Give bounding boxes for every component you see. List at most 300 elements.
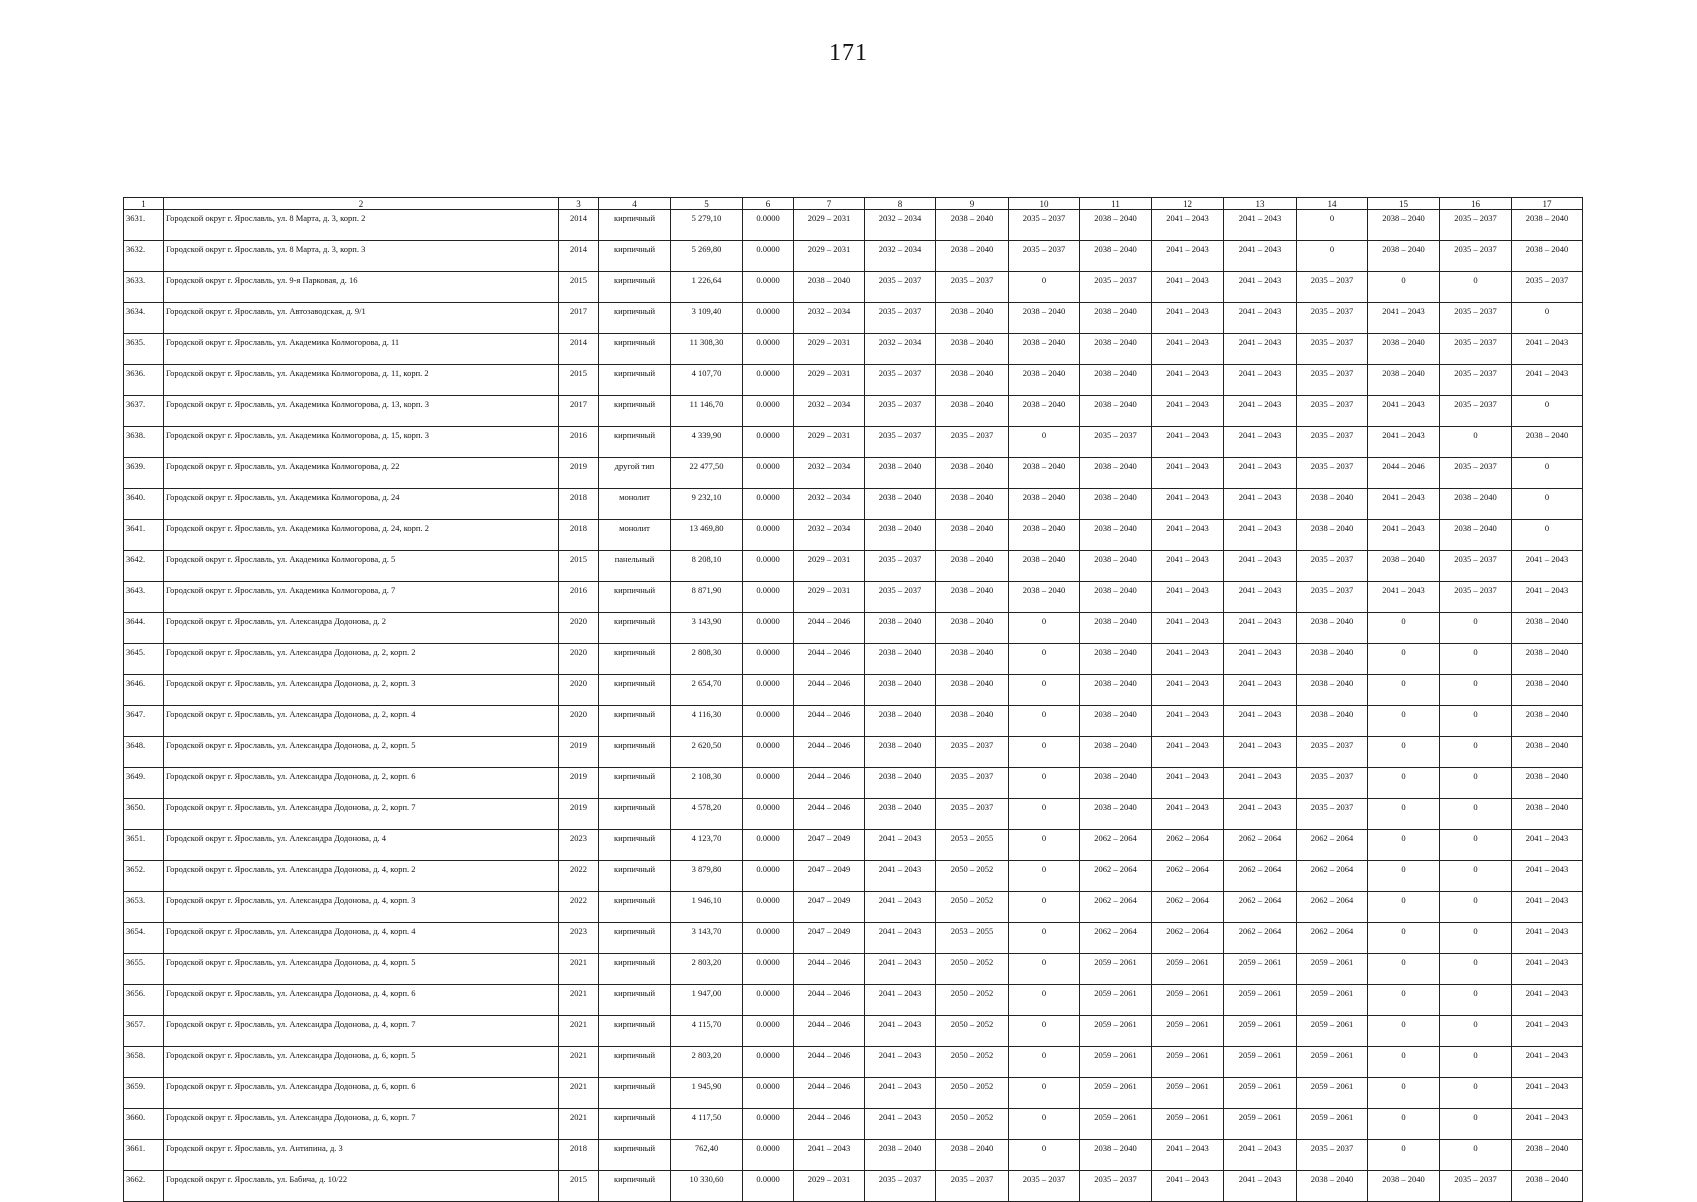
table-cell: кирпичный xyxy=(599,613,671,644)
column-header-11: 11 xyxy=(1080,198,1152,210)
table-cell: 2021 xyxy=(559,1078,599,1109)
table-cell: 2041 – 2043 xyxy=(1152,427,1224,458)
table-cell: 2059 – 2061 xyxy=(1297,954,1368,985)
table-cell: 3 109,40 xyxy=(671,303,743,334)
table-cell: 2032 – 2034 xyxy=(794,458,865,489)
table-cell: 2047 – 2049 xyxy=(794,923,865,954)
table-cell: 0 xyxy=(1009,613,1080,644)
table-cell: 0 xyxy=(1368,799,1440,830)
table-cell: 2041 – 2043 xyxy=(1152,520,1224,551)
table-cell: 2022 xyxy=(559,861,599,892)
table-cell: кирпичный xyxy=(599,427,671,458)
table-cell: 2038 – 2040 xyxy=(1080,582,1152,613)
table-cell: 2044 – 2046 xyxy=(794,954,865,985)
table-cell: 2038 – 2040 xyxy=(1009,396,1080,427)
table-cell: 2038 – 2040 xyxy=(1080,210,1152,241)
table-cell: 4 339,90 xyxy=(671,427,743,458)
table-cell: 0.0000 xyxy=(743,892,794,923)
table-cell: 2035 – 2037 xyxy=(1009,1171,1080,1202)
table-cell: 2041 – 2043 xyxy=(1224,272,1297,303)
table-cell: 0 xyxy=(1009,427,1080,458)
table-cell: 2062 – 2064 xyxy=(1297,923,1368,954)
table-cell: 2016 xyxy=(559,427,599,458)
row-number: 3643. xyxy=(124,582,164,613)
address-cell: Городской округ г. Ярославль, ул. Александра Додонова, д. 2, корп. 5 xyxy=(164,737,559,768)
address-cell: Городской округ г. Ярославль, ул. 9-я Парковая, д. 16 xyxy=(164,272,559,303)
row-number: 3651. xyxy=(124,830,164,861)
table-cell: 2038 – 2040 xyxy=(1368,241,1440,272)
address-cell: Городской округ г. Ярославль, ул. Александра Додонова, д. 4, корп. 7 xyxy=(164,1016,559,1047)
table-cell: 2035 – 2037 xyxy=(865,396,936,427)
table-cell: 2041 – 2043 xyxy=(1152,799,1224,830)
table-cell: 2044 – 2046 xyxy=(794,1078,865,1109)
table-cell: 2044 – 2046 xyxy=(794,706,865,737)
table-cell: 2038 – 2040 xyxy=(1080,1140,1152,1171)
table-cell: 2059 – 2061 xyxy=(1297,1109,1368,1140)
table-cell: 0 xyxy=(1440,427,1512,458)
table-cell: 2032 – 2034 xyxy=(794,520,865,551)
table-cell: 2021 xyxy=(559,1047,599,1078)
table-cell: 2059 – 2061 xyxy=(1224,985,1297,1016)
table-cell: 2038 – 2040 xyxy=(936,1140,1009,1171)
table-cell: 2059 – 2061 xyxy=(1152,1109,1224,1140)
table-cell: 2015 xyxy=(559,272,599,303)
table-cell: 0 xyxy=(1297,210,1368,241)
table-cell: 2035 – 2037 xyxy=(1297,427,1368,458)
row-number: 3636. xyxy=(124,365,164,396)
table-cell: 2041 – 2043 xyxy=(1224,582,1297,613)
table-cell: 2038 – 2040 xyxy=(1368,334,1440,365)
table-cell: монолит xyxy=(599,520,671,551)
page-number: 171 xyxy=(829,40,868,66)
table-cell: 2 654,70 xyxy=(671,675,743,706)
table-cell: 2035 – 2037 xyxy=(1080,272,1152,303)
table-cell: 2059 – 2061 xyxy=(1297,1078,1368,1109)
table-cell: 2038 – 2040 xyxy=(936,489,1009,520)
table-cell: 2017 xyxy=(559,303,599,334)
table-cell: 0.0000 xyxy=(743,954,794,985)
table-cell: 2041 – 2043 xyxy=(1512,365,1583,396)
address-cell: Городской округ г. Ярославль, ул. Академика Колмогорова, д. 22 xyxy=(164,458,559,489)
table-cell: 0 xyxy=(1009,985,1080,1016)
table-cell: 2038 – 2040 xyxy=(1512,799,1583,830)
table-cell: 2035 – 2037 xyxy=(1009,241,1080,272)
table-cell: 2044 – 2046 xyxy=(794,613,865,644)
table-cell: 0 xyxy=(1368,1140,1440,1171)
row-number: 3640. xyxy=(124,489,164,520)
table-row xyxy=(124,613,1583,644)
table-cell: 2038 – 2040 xyxy=(936,582,1009,613)
table-cell: 2059 – 2061 xyxy=(1080,1109,1152,1140)
table-cell: 2020 xyxy=(559,613,599,644)
column-header-9: 9 xyxy=(936,198,1009,210)
table-cell: 2035 – 2037 xyxy=(936,768,1009,799)
table-cell: 5 279,10 xyxy=(671,210,743,241)
table-cell: 0 xyxy=(1440,1016,1512,1047)
address-cell: Городской округ г. Ярославль, ул. Автозаводская, д. 9/1 xyxy=(164,303,559,334)
table-cell: 2041 – 2043 xyxy=(1152,241,1224,272)
table-cell: 0 xyxy=(1368,768,1440,799)
table-cell: кирпичный xyxy=(599,272,671,303)
table-cell: 0 xyxy=(1009,644,1080,675)
table-cell: 1 226,64 xyxy=(671,272,743,303)
table-cell: 2 620,50 xyxy=(671,737,743,768)
address-cell: Городской округ г. Ярославль, ул. Александра Додонова, д. 2, корп. 6 xyxy=(164,768,559,799)
table-cell: 2041 – 2043 xyxy=(1224,706,1297,737)
address-cell: Городской округ г. Ярославль, ул. Академика Колмогорова, д. 5 xyxy=(164,551,559,582)
table-cell: 2020 xyxy=(559,706,599,737)
table-cell: 2041 – 2043 xyxy=(1368,489,1440,520)
table-cell: 2041 – 2043 xyxy=(1512,861,1583,892)
table-cell: 2038 – 2040 xyxy=(1512,768,1583,799)
table-cell: 2041 – 2043 xyxy=(1512,1047,1583,1078)
address-cell: Городской округ г. Ярославль, ул. Академика Колмогорова, д. 24 xyxy=(164,489,559,520)
table-row xyxy=(124,861,1583,892)
table-cell: 2041 – 2043 xyxy=(1152,365,1224,396)
table-cell: 0 xyxy=(1440,1140,1512,1171)
table-cell: 2038 – 2040 xyxy=(1080,613,1152,644)
table-cell: 2038 – 2040 xyxy=(936,644,1009,675)
table-cell: 2062 – 2064 xyxy=(1080,861,1152,892)
table-cell: 2041 – 2043 xyxy=(1224,1140,1297,1171)
table-cell: 2035 – 2037 xyxy=(865,582,936,613)
table-cell: 2041 – 2043 xyxy=(865,954,936,985)
table-row xyxy=(124,1047,1583,1078)
table-cell: 2041 – 2043 xyxy=(1368,427,1440,458)
table-cell: 2038 – 2040 xyxy=(1080,303,1152,334)
address-cell: Городской округ г. Ярославль, ул. Александра Додонова, д. 2 xyxy=(164,613,559,644)
table-cell: 0.0000 xyxy=(743,799,794,830)
row-number: 3655. xyxy=(124,954,164,985)
table-cell: 2041 – 2043 xyxy=(1152,334,1224,365)
table-cell: 2041 – 2043 xyxy=(1152,644,1224,675)
address-cell: Городской округ г. Ярославль, ул. Александра Додонова, д. 2, корп. 2 xyxy=(164,644,559,675)
row-number: 3658. xyxy=(124,1047,164,1078)
table-cell: 2059 – 2061 xyxy=(1297,1016,1368,1047)
table-cell: 0 xyxy=(1440,799,1512,830)
table-cell: 0.0000 xyxy=(743,830,794,861)
table-header xyxy=(124,198,1583,210)
table-cell: 0.0000 xyxy=(743,1140,794,1171)
address-cell: Городской округ г. Ярославль, ул. Александра Додонова, д. 4, корп. 3 xyxy=(164,892,559,923)
table-cell: 0 xyxy=(1009,1047,1080,1078)
table-cell: 2047 – 2049 xyxy=(794,861,865,892)
row-number: 3633. xyxy=(124,272,164,303)
table-cell: 2041 – 2043 xyxy=(1152,613,1224,644)
table-cell: 2035 – 2037 xyxy=(1297,799,1368,830)
table-row xyxy=(124,582,1583,613)
table-cell: кирпичный xyxy=(599,799,671,830)
table-row xyxy=(124,675,1583,706)
table-cell: 2038 – 2040 xyxy=(865,768,936,799)
table-cell: 0 xyxy=(1009,830,1080,861)
table-cell: 2038 – 2040 xyxy=(1297,489,1368,520)
table-cell: кирпичный xyxy=(599,365,671,396)
table-cell: 2038 – 2040 xyxy=(1512,241,1583,272)
table-cell: кирпичный xyxy=(599,1078,671,1109)
table-cell: 2 803,20 xyxy=(671,1047,743,1078)
table-cell: кирпичный xyxy=(599,675,671,706)
table-cell: 3 143,70 xyxy=(671,923,743,954)
row-number: 3632. xyxy=(124,241,164,272)
table-row xyxy=(124,427,1583,458)
table-cell: 0.0000 xyxy=(743,334,794,365)
table-cell: 0 xyxy=(1440,768,1512,799)
table-cell: 2038 – 2040 xyxy=(1080,241,1152,272)
row-number: 3642. xyxy=(124,551,164,582)
table-cell: кирпичный xyxy=(599,830,671,861)
table-cell: 2038 – 2040 xyxy=(1009,520,1080,551)
table-cell: 2038 – 2040 xyxy=(1297,675,1368,706)
table-cell: 13 469,80 xyxy=(671,520,743,551)
table-cell: кирпичный xyxy=(599,1140,671,1171)
table-cell: 2032 – 2034 xyxy=(865,210,936,241)
table-cell: 2059 – 2061 xyxy=(1297,1047,1368,1078)
table-cell: 2035 – 2037 xyxy=(1440,303,1512,334)
table-cell: 2041 – 2043 xyxy=(1224,458,1297,489)
table-cell: 2041 – 2043 xyxy=(1152,489,1224,520)
table-cell: 2041 – 2043 xyxy=(1512,1016,1583,1047)
table-row xyxy=(124,489,1583,520)
table-row xyxy=(124,396,1583,427)
table-cell: 2035 – 2037 xyxy=(865,551,936,582)
table-cell: 2019 xyxy=(559,737,599,768)
table-cell: 2035 – 2037 xyxy=(1440,582,1512,613)
table-cell: 0.0000 xyxy=(743,768,794,799)
table-cell: 0 xyxy=(1009,1078,1080,1109)
row-number: 3646. xyxy=(124,675,164,706)
table-cell: 2038 – 2040 xyxy=(1512,706,1583,737)
table-cell: 2038 – 2040 xyxy=(865,706,936,737)
table-cell: кирпичный xyxy=(599,1171,671,1202)
table-cell: 2032 – 2034 xyxy=(794,489,865,520)
row-number: 3652. xyxy=(124,861,164,892)
table-cell: 2062 – 2064 xyxy=(1297,861,1368,892)
address-cell: Городской округ г. Ярославль, ул. Академика Колмогорова, д. 13, корп. 3 xyxy=(164,396,559,427)
table-cell: 2041 – 2043 xyxy=(1224,210,1297,241)
address-cell: Городской округ г. Ярославль, ул. Академика Колмогорова, д. 11 xyxy=(164,334,559,365)
table-cell: 0 xyxy=(1440,1109,1512,1140)
row-number: 3653. xyxy=(124,892,164,923)
table-cell: кирпичный xyxy=(599,737,671,768)
table-cell: 0 xyxy=(1009,272,1080,303)
table-cell: 2014 xyxy=(559,210,599,241)
table-cell: 2021 xyxy=(559,1016,599,1047)
address-cell: Городской округ г. Ярославль, ул. 8 Марта, д. 3, корп. 2 xyxy=(164,210,559,241)
table-cell: 2029 – 2031 xyxy=(794,551,865,582)
table-cell: 2041 – 2043 xyxy=(865,861,936,892)
table-cell: 2050 – 2052 xyxy=(936,861,1009,892)
table-cell: кирпичный xyxy=(599,954,671,985)
table-cell: 2038 – 2040 xyxy=(936,365,1009,396)
table-cell: кирпичный xyxy=(599,706,671,737)
table-cell: 2038 – 2040 xyxy=(936,613,1009,644)
table-cell: 0 xyxy=(1440,1078,1512,1109)
table-cell: 2035 – 2037 xyxy=(936,427,1009,458)
table-cell: 2041 – 2043 xyxy=(1512,1109,1583,1140)
table-cell: 2038 – 2040 xyxy=(936,551,1009,582)
table-cell: 0 xyxy=(1512,489,1583,520)
table-cell: 2038 – 2040 xyxy=(1297,644,1368,675)
table-cell: 0 xyxy=(1009,1016,1080,1047)
table-cell: 0 xyxy=(1368,923,1440,954)
table-cell: 2059 – 2061 xyxy=(1152,1047,1224,1078)
table-cell: 2044 – 2046 xyxy=(794,644,865,675)
column-header-14: 14 xyxy=(1297,198,1368,210)
table-cell: 2035 – 2037 xyxy=(1297,334,1368,365)
table-cell: 2038 – 2040 xyxy=(1368,551,1440,582)
table-cell: 0 xyxy=(1009,737,1080,768)
table-cell: 2044 – 2046 xyxy=(794,768,865,799)
table-cell: 2041 – 2043 xyxy=(1152,706,1224,737)
table-cell: 2038 – 2040 xyxy=(1512,427,1583,458)
table-cell: 0 xyxy=(1440,706,1512,737)
table-cell: кирпичный xyxy=(599,861,671,892)
table-cell: 2035 – 2037 xyxy=(1440,458,1512,489)
table-cell: 1 946,10 xyxy=(671,892,743,923)
row-number: 3634. xyxy=(124,303,164,334)
table-cell: 2041 – 2043 xyxy=(1368,396,1440,427)
table-row xyxy=(124,1016,1583,1047)
table-cell: 2035 – 2037 xyxy=(1080,427,1152,458)
row-number: 3644. xyxy=(124,613,164,644)
address-cell: Городской округ г. Ярославль, ул. Академика Колмогорова, д. 24, корп. 2 xyxy=(164,520,559,551)
table-cell: 2041 – 2043 xyxy=(1224,241,1297,272)
table-cell: 2029 – 2031 xyxy=(794,334,865,365)
table-row xyxy=(124,1078,1583,1109)
table-cell: 2050 – 2052 xyxy=(936,954,1009,985)
table-cell: кирпичный xyxy=(599,1047,671,1078)
table-cell: 2035 – 2037 xyxy=(936,272,1009,303)
table-cell: 2018 xyxy=(559,1140,599,1171)
table-cell: 0 xyxy=(1512,396,1583,427)
table-cell: 0 xyxy=(1440,923,1512,954)
column-header-4: 4 xyxy=(599,198,671,210)
table-cell: 0 xyxy=(1368,1016,1440,1047)
table-cell: 2041 – 2043 xyxy=(1152,1140,1224,1171)
table-cell: 0 xyxy=(1009,923,1080,954)
table-cell: 0.0000 xyxy=(743,1047,794,1078)
table-cell: 2038 – 2040 xyxy=(865,613,936,644)
table-cell: 2050 – 2052 xyxy=(936,892,1009,923)
table-cell: 2041 – 2043 xyxy=(1152,303,1224,334)
table-cell: 2041 – 2043 xyxy=(1512,1078,1583,1109)
table-cell: 1 945,90 xyxy=(671,1078,743,1109)
table-cell: 2041 – 2043 xyxy=(1512,954,1583,985)
table-cell: 2014 xyxy=(559,334,599,365)
table-cell: 2038 – 2040 xyxy=(936,396,1009,427)
table-cell: 0 xyxy=(1368,675,1440,706)
table-cell: 0 xyxy=(1009,1140,1080,1171)
table-cell: 0.0000 xyxy=(743,210,794,241)
table-cell: 2041 – 2043 xyxy=(1368,582,1440,613)
table-cell: 3 879,80 xyxy=(671,861,743,892)
table-cell: 2038 – 2040 xyxy=(1368,365,1440,396)
table-cell: 0.0000 xyxy=(743,272,794,303)
table-cell: 11 146,70 xyxy=(671,396,743,427)
table-row xyxy=(124,1171,1583,1202)
table-cell: 5 269,80 xyxy=(671,241,743,272)
table-cell: 0 xyxy=(1368,954,1440,985)
table-cell: 2 108,30 xyxy=(671,768,743,799)
table-cell: 2029 – 2031 xyxy=(794,210,865,241)
table-cell: 2035 – 2037 xyxy=(1009,210,1080,241)
table-cell: 2050 – 2052 xyxy=(936,1016,1009,1047)
table-cell: 2041 – 2043 xyxy=(1224,613,1297,644)
table-row xyxy=(124,644,1583,675)
table-cell: 0 xyxy=(1009,799,1080,830)
table-row xyxy=(124,458,1583,489)
table-cell: 2038 – 2040 xyxy=(1080,675,1152,706)
table-cell: 2035 – 2037 xyxy=(1440,334,1512,365)
table-cell: 2038 – 2040 xyxy=(1440,489,1512,520)
table-cell: 0 xyxy=(1368,892,1440,923)
table-cell: 2059 – 2061 xyxy=(1152,1016,1224,1047)
table-cell: 0.0000 xyxy=(743,923,794,954)
table-cell: 2015 xyxy=(559,1171,599,1202)
row-number: 3649. xyxy=(124,768,164,799)
column-header-13: 13 xyxy=(1224,198,1297,210)
table-cell: 2053 – 2055 xyxy=(936,923,1009,954)
address-cell: Городской округ г. Ярославль, ул. Антипина, д. 3 xyxy=(164,1140,559,1171)
table-cell: 0.0000 xyxy=(743,427,794,458)
table-cell: 2021 xyxy=(559,1109,599,1140)
table-cell: 2035 – 2037 xyxy=(1297,396,1368,427)
table-cell: 2041 – 2043 xyxy=(865,1078,936,1109)
table-cell: 2047 – 2049 xyxy=(794,892,865,923)
table-cell: 0 xyxy=(1368,1047,1440,1078)
column-header-8: 8 xyxy=(865,198,936,210)
table-cell: 2041 – 2043 xyxy=(1152,210,1224,241)
table-cell: кирпичный xyxy=(599,985,671,1016)
table-cell: 0.0000 xyxy=(743,985,794,1016)
table-cell: 2041 – 2043 xyxy=(865,830,936,861)
table-cell: 2059 – 2061 xyxy=(1224,1016,1297,1047)
table-row xyxy=(124,365,1583,396)
table-cell: 2062 – 2064 xyxy=(1224,830,1297,861)
table-cell: 2038 – 2040 xyxy=(1080,489,1152,520)
table-cell: 2041 – 2043 xyxy=(1512,830,1583,861)
table-cell: 2041 – 2043 xyxy=(1512,923,1583,954)
address-cell: Городской округ г. Ярославль, ул. Академика Колмогорова, д. 15, корп. 3 xyxy=(164,427,559,458)
table-cell: 2035 – 2037 xyxy=(1297,365,1368,396)
table-cell: 2035 – 2037 xyxy=(936,1171,1009,1202)
table-cell: 2041 – 2043 xyxy=(1152,396,1224,427)
table-cell: 2059 – 2061 xyxy=(1152,954,1224,985)
table-cell: 8 871,90 xyxy=(671,582,743,613)
table-cell: 2038 – 2040 xyxy=(1009,334,1080,365)
table-cell: 2035 – 2037 xyxy=(1297,272,1368,303)
table-cell: 2038 – 2040 xyxy=(1080,799,1152,830)
table-cell: 0.0000 xyxy=(743,737,794,768)
table-cell: 2062 – 2064 xyxy=(1080,830,1152,861)
table-cell: 0 xyxy=(1297,241,1368,272)
table-cell: 2041 – 2043 xyxy=(1224,737,1297,768)
table-cell: 2038 – 2040 xyxy=(1009,303,1080,334)
table-cell: 2041 – 2043 xyxy=(1224,768,1297,799)
table-cell: 2038 – 2040 xyxy=(936,210,1009,241)
table-cell: 2038 – 2040 xyxy=(865,799,936,830)
row-number: 3645. xyxy=(124,644,164,675)
address-cell: Городской округ г. Ярославль, ул. Александра Додонова, д. 2, корп. 4 xyxy=(164,706,559,737)
table-cell: 2059 – 2061 xyxy=(1224,1109,1297,1140)
table-cell: 2035 – 2037 xyxy=(1440,210,1512,241)
address-cell: Городской округ г. Ярославль, ул. Александра Додонова, д. 4, корп. 5 xyxy=(164,954,559,985)
table-cell: кирпичный xyxy=(599,1109,671,1140)
table-cell: 2038 – 2040 xyxy=(936,458,1009,489)
table-cell: 0 xyxy=(1009,768,1080,799)
table-cell: 2038 – 2040 xyxy=(1440,520,1512,551)
